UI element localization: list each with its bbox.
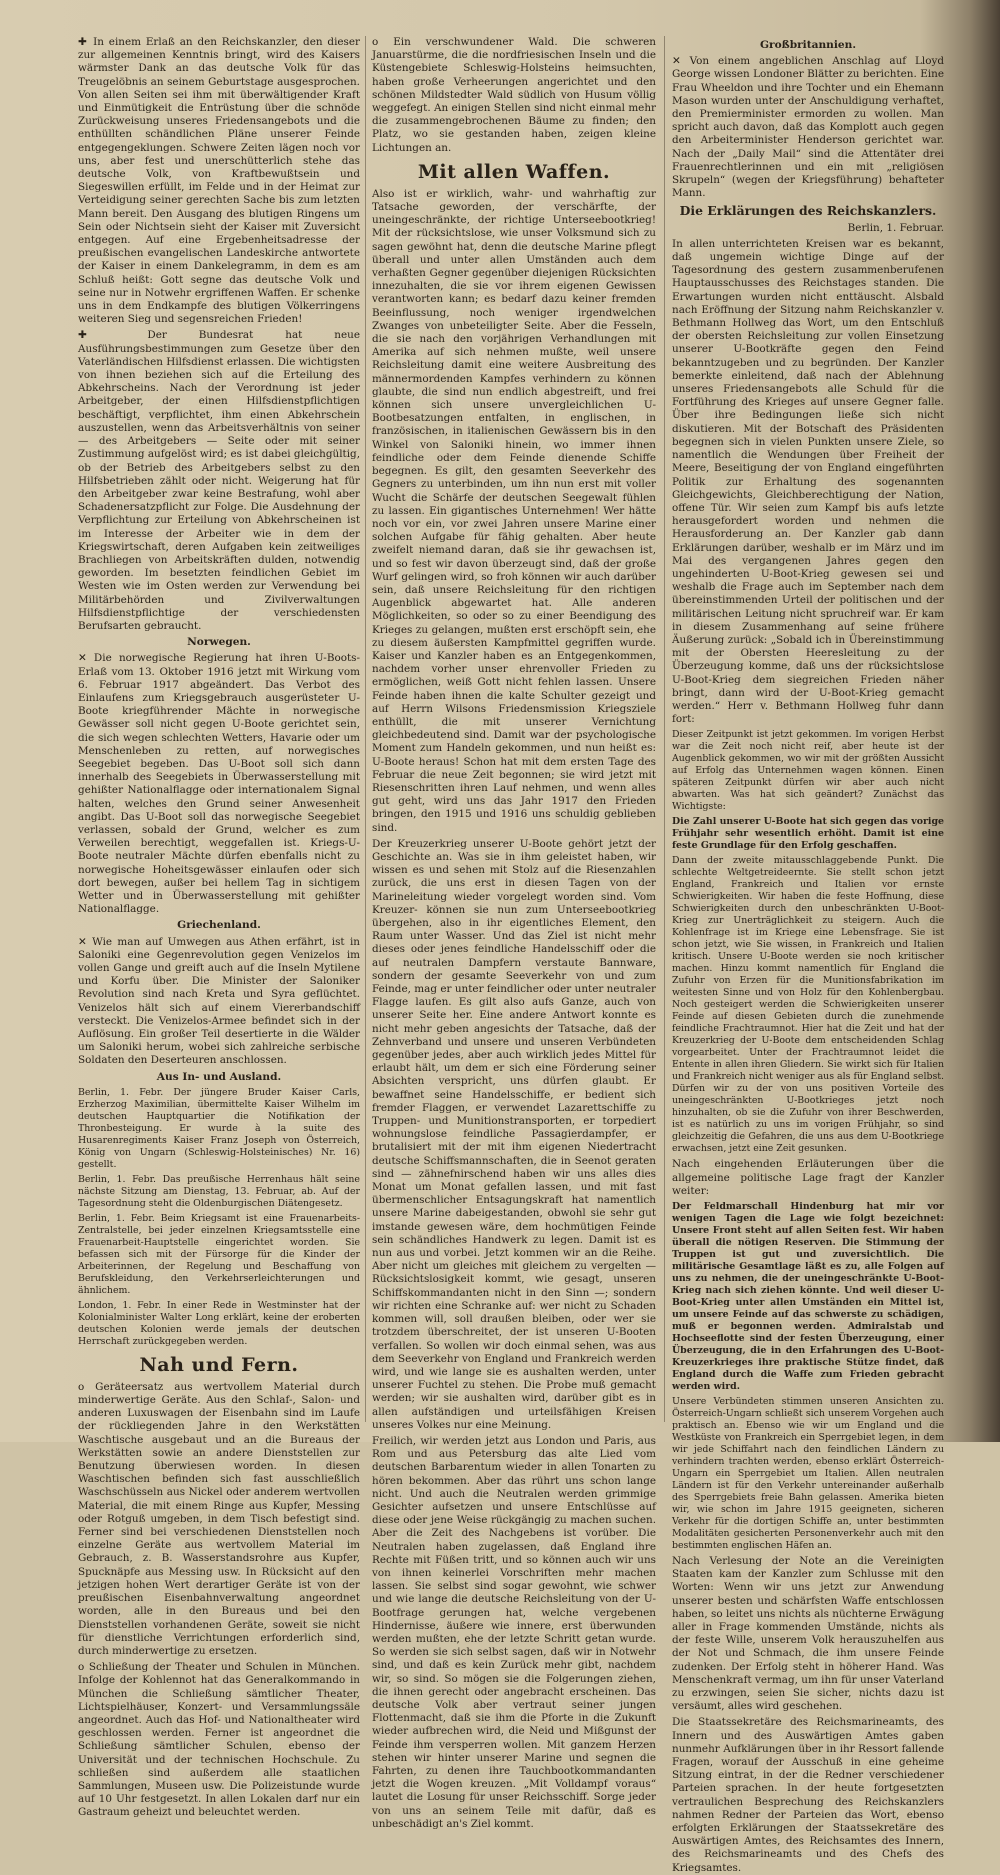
article-body: Nach Verlesung der Note an die Vereinigten Staaten kam der Kanzler zum Schlusse mit den Worten: Wenn wir uns jetzt zur Anwendung unserer besten und schärfsten Waffe entschlossen haben, so leitet uns nichts als nüchterne Erwägung aller in Frage kommenden Umstände, nichts als der feste Wille, unserem Volk herauszuhelfen aus der Not und Schmach, die ihm unsere Feinde zudenken. Der Erfolg steht in höherer Hand. Was Menschenkraft vermag, um ihn für unser Vaterland zu erzwingen, seien Sie sicher, nichts dazu ist versäumt, alles wird geschehen. [672,1554,944,1713]
article-quote: Dieser Zeitpunkt ist jetzt gekommen. Im vorigen Herbst war die Zeit noch nicht reif, aber heute ist der Augenblick gekommen, wo wir mit der größten Aussicht auf Erfolg das Unternehmen wagen können. Einen späteren Zeitpunkt dürfen wir aber auch nicht abwarten. Was hat sich geändert? Zunächst das Wichtigste: [672,729,944,813]
article-body: Nach eingehenden Erläuterungen über die allgemeine politische Lage fragt der Kanzler weiter: [672,1158,944,1197]
column-divider [365,36,366,1422]
section-heading-grossbritannien: Großbritannien. [759,39,857,51]
article-muenchen: o Schließung der Theater und Schulen in München. Infolge der Kohlennot hat das Generalkommando in München die Schließung sämtlicher Theater, Lichtspielhäuser, Konzert- und Versammlungssäle angeordnet. Auch das Hof- und Nationaltheater wird geschlossen werden. Ferner ist angeordnet die Schließung sämtlicher Schulen, ebenso der Universität und der technischen Hochschule. Zu schließen sind außerdem alle staatlichen Sammlungen, Museen usw. Die Polizeistunde wurde auf 10 Uhr festgesetzt. In allen Lokalen darf nur ein Gastraum geheizt und beleuchtet werden. [78,1661,360,1819]
news-item: London, 1. Febr. In einer Rede in Westminster hat der Kolonialminister Walter Long erklärt, keine der eroberten deutschen Kolonien werde jemals der deutschen Herrschaft zurückgegeben werden. [78,1299,360,1347]
article-griechenland: ✕ Wie man auf Umwegen aus Athen erfährt, ist in Saloniki eine Gegenrevolution gegen Venizelos im vollen Gange und greift auch auf die Inseln Mytilene und Korfu über. Die Minister der Saloniker Revolution sind nach Kreta und Syra geflüchtet. Venizelos hält sich auf einem Viererbandschiff versteckt. Die Venizelos-Armee befindet sich in der Auflösung. Ein großer Teil desertierte in die Wälder um Saloniki herum, wobei sich zahlreiche serbische Soldaten den Deserteuren anschlossen. [78,935,360,1067]
news-item: Berlin, 1. Febr. Der jüngere Bruder Kaiser Carls, Erzherzog Maximilian, übermittelte Kaiser Wilhelm im deutschen Hauptquartier die Notifikation der Thronbesteigung. Er wurde à la suite des Husarenregiments Kaiser Franz Joseph von Österreich, König von Ungarn (Schleswig-Holsteinisches) Nr. 16) gestellt. [78,1086,360,1170]
dateline: Berlin, 1. Februar. [847,221,944,234]
article-quote-bold: Der Feldmarschall Hindenburg hat mir vor wenigen Tagen die Lage wie folgt bezeichnet: Unsere Front steht auf allen Seiten fest. Wir haben überall die nötigen Reserven. Die Stimmung der Truppen ist gut und zuversichtlich. Die militärische Gesamtlage läßt es zu, alle Folgen auf uns zu nehmen, die der uneingeschränkte U-Boot-Krieg nach sich ziehen könnte. Und weil dieser U-Boot-Krieg unter allen Umständen ein Mittel ist, um unsere Feinde auf das schwerste zu schädigen, muß er begonnen werden. Admiralstab und Hochseeflotte sind der festen Überzeugung, einer Überzeugung, die in den Erfahrungen des U-Boot-Kreuzerkrieges ihre praktische Stütze findet, daß England durch die Waffe zum Frieden gebracht werden wird. [672,1200,944,1392]
article-kaiser-dank: ✚ In einem Erlaß an den Reichskanzler, den dieser zur allgemeinen Kenntnis bringt, wird des Kaisers wärmster Dank an das deutsche Volk für das Treugelöbnis an seinem Geburtstage ausgesprochen. Von allen Seiten sei ihm mit überwältigender Kraft und Einmütigkeit die Entrüstung über die schnöde Zurückweisung unseres Friedensangebots und die enthüllten schändlichen Pläne unserer Feinde entgegengeklungen. Schwere Zeiten lägen noch vor uns, aber fest und unerschütterlich stehe das deutsche Volk, von Kraftbewußtsein und Siegeswillen erfüllt, im Felde und in der Heimat zur Verteidigung seiner gerechten Sache bis zum letzten Mann bereit. Den Ausgang des blutigen Ringens um Sein oder Nichtsein sieht der Kaiser mit Zuversicht entgegen. Auf eine Ergebenheitsadresse der preußischen evangelischen Landeskirche antwortete der Kaiser in einem Dankelegramm, in dem es am Schluß heißt: Gott segne das deutsche Volk und seine nur in Notwehr ergriffenen Waffen. Er schenke uns in dem Endkampfe des blutigen Völkerringens weiteren Sieg und segensreichen Frieden! [78,36,360,326]
article-body: Freilich, wir werden jetzt aus London und Paris, aus Rom und aus Petersburg das alte Lied vom deutschen Barbarentum wieder in allen Tonarten zu hören bekommen. Aber das rührt uns schon lange nicht. Und auch die Neutralen werden grimmige Gesichter aufsetzen und unsere Entschlüsse auf diese oder jene Weise rückgängig zu machen suchen. Aber die Zeit des Nachgebens ist vorüber. Die Neutralen haben zugelassen, daß England ihre Rechte mit Füßen tritt, und so können auch wir uns von ihnen keinerlei Vorschriften mehr machen lassen. Sie selbst sind sogar gewohnt, wie schwer und wie lange die deutsche Reichsleitung von der U-Bootfrage gerungen hat, welche vergebenen Hindernisse, äußere wie innere, erst überwunden werden mußten, ehe der letzte Schritt getan wurde. So werden sie sich selbst sagen, daß wir in Notwehr sind, und daß es kein Zurück mehr gibt, nachdem wir, so sind. So mögen sie die Folgerungen ziehen, die ihnen gerecht oder angebracht erscheinen. Das deutsche Volk aber vertraut seiner jungen Flottenmacht, daß sie ihm die Pforte in die Zukunft wieder aufbrechen wird, die Neid und Mißgunst der Feinde ihm versperren wollen. Mit ganzem Herzen stehen wir hinter unserer Marine und segnen die Fahrten, zu denen ihre Tauchbootkommandanten jetzt die Wogen kreuzen. „Mit Volldampf voraus“ lautet die Losung für unser Reichsschiff. Sorge jeder von uns an seinem Teile mit dafür, daß es unbeschädigt an's Ziel kommt. [372,1434,656,1830]
article-quote: Dann der zweite mitausschlaggebende Punkt. Die schlechte Weltgetreideernte. Sie stellt schon jetzt England, Frankreich und Italien vor ernste Schwierigkeiten. Wir haben die feste Hoffnung, diese Schwierigkeiten durch den unbeschränkten U-Boot-Krieg zur Unerträglichkeit zu steigern. Auch die Kohlenfrage ist im Kriege eine Lebensfrage. Sie ist schon jetzt, wie Sie wissen, in Frankreich und Italien kritisch. Unsere U-Boote werden sie noch kritischer machen. Hinzu kommt namentlich für England die Zufuhr von Erzen für die Munitionsfabrikation im weitesten Sinne und von Holz für den Kohlenbergbau. Noch gesteigert werden die Schwierigkeiten unserer Feinde auf diesen Gebieten durch die zunehmende feindliche Frachtraumnot. Hier hat die Zeit und hat der Kreuzerkrieg der U-Boote dem entscheidenden Schlag vorgearbeitet. Unter der Frachtraumnot leidet die Entente in allen ihren Gliedern. Sie wirkt sich für Italien und Frankreich nicht weniger aus als für England selbst. Dürfen wir zu der von uns positiven Vorteile des uneingeschränkten U-Bootkrieges jetzt noch hinzuhalten, ob sie die Zufuhr von ihrer Beschwerden, ist es natürlich zu uns im vorigen Frühjahr, so sind gleichzeitig die Gefahren, die uns aus dem U-Bootkriege erwachsen, jetzt eine Zeit gesunken. [672,855,944,1155]
headline-erklaerungen: Die Erklärungen des Reichskanzlers. [679,203,937,219]
article-bundesrat-hilfsdienst: ✚ Der Bundesrat hat neue Ausführungsbestimmungen zum Gesetze über den Vaterländischen Hilfsdienst erlassen. Die wichtigsten von ihnen beziehen sich auf die Erteilung des Abkehrscheins. Nach der Verordnung ist jeder Arbeitgeber, der einen Hilfsdienstpflichtigen beschäftigt, verpflichtet, ihm einen Abkehrschein auszustellen, wenn das Arbeitsverhältnis von seiner — des Arbeitgebers — Seite oder mit seiner Zustimmung aufgelöst wird; es ist dabei gleichgültig, ob der Betrieb des Arbeitgebers selbst zu den Hilfsbetrieben zählt oder nicht. Weigerung hat für den Arbeitgeber zwar keine Bestrafung, wohl aber Schadenersatzpflicht zur Folge. Die Ausdehnung der Verpflichtung zur Erteilung von Abkehrscheinen ist im Interesse der Arbeiter wie in dem der Kriegswirtschaft, deren Aufgaben kein zeitweiliges Brachliegen von Arbeitskräften dulden, notwendig geworden. Im besetzten feindlichen Gebiet im Westen wie im Osten werden zur Verwendung bei Militärbehörden und Zivilverwaltungen Hilfsdienstpflichtige der verschiedensten Berufsarten gebraucht. [78,329,360,632]
section-heading-in-ausland: Aus In- und Ausland. [156,1070,282,1083]
article-body: In allen unterrichteten Kreisen war es bekannt, daß ungemein wichtige Dinge auf der Tagesordnung des gestern zusammenberufenen Hauptausschusses des Reichstages standen. Die Erwartungen wurden nicht enttäuscht. Alsbald nach Eröffnung der Sitzung nahm Reichskanzler v. Bethmann Hollweg das Wort, um den Entschluß der obersten Reichsleitung zur vollen Einsetzung unserer U-Bootkräfte gegen den Feind bekanntzugeben und zu begründen. Der Kanzler bemerkte einleitend, daß nach der Ablehnung unseres Friedensangebots alle Schuld für die Fortführung des Krieges auf unsere Gegner falle. Über ihre Bedingungen ließe sich nicht diskutieren. Mit der Botschaft des Präsidenten begegnen sich in vielen Punkten unsere Ziele, so namentlich die Wendungen über Freiheit der Meere, Beseitigung der von England eingeführten Politik zur Erhaltung des sogenannten Gleichgewichts, Gleichberechtigung der Nation, offene Tür. Wir seien zum Kampf bis aufs letzte herausgefordert worden und nehmen die Herausforderung an. Der Kanzler gab dann Erklärungen darüber, weshalb er im März und im Mai des vergangenen Jahres gegen den ungehinderten U-Boot-Krieg gewesen sei und weshalb die Frage auch im September nach dem übereinstimmenden Urteil der politischen und der militärischen Leitung nicht spruchreif war. Er kam in diesem Zusammenhang auf seine frühere Äußerung zurück: „Sobald ich in Übereinstimmung mit der Obersten Heeresleitung zu der Überzeugung komme, daß uns der rücksichtslose U-Boot-Krieg dem siegreichen Frieden näher bringt, dann wird der U-Boot-Krieg gemacht werden.“ Herr v. Bethmann Hollweg fuhr dann fort: [672,237,944,726]
news-item: Berlin, 1. Febr. Beim Kriegsamt ist eine Frauenarbeits-Zentralstelle, bei jeder einzelnen Kriegsamtsstelle eine Frauenarbeit-Hauptstelle eingerichtet worden. Sie befassen sich mit der Fürsorge für die Kinder der Arbeiterinnen, der Regelung und Beschaffung von Berufskleidung, den Verkehrserleichterungen und ähnlichem. [78,1212,360,1296]
column-divider [664,36,665,1422]
section-heading-norwegen: Norwegen. [187,636,251,649]
section-heading-nah-fern: Nah und Fern. [139,1353,299,1376]
column-right [672,36,944,1874]
section-heading-griechenland: Griechenland. [177,919,261,932]
article-body: Der Kreuzerkrieg unserer U-Boote gehört jetzt der Geschichte an. Was sie in ihm geleistet haben, wir wissen es und sehen mit Stolz auf die Riesenzahlen zurück, die uns erst in diesen Tagen von der Marineleitung wieder vorgelegt worden sind. Vom Kreuzer- können sie nun zum Unterseebootkrieg übergehen, also in ihr eigentliches Element, den Raum unter Wasser. Und das Ziel ist nicht mehr dieses oder jenes feindliche Handelsschiff oder die auf neutralen Dampfern verstaute Bannware, sondern der gesamte Seeverkehr von und zum Feinde, mag er unter feindlicher oder unter neutraler Flagge laufen. Es gilt also aufs Ganze, auch von unserer Seite her. Eine andere Antwort konnte es nicht mehr geben angesichts der Tatsache, daß der Zehnverband und unsere und unseren Verbündeten gegenüber jedes, aber auch wirklich jedes Mittel für erlaubt hält, um dem er sich eine Förderung seiner Absichten verspricht, uns dürfen glaubt. Er bewaffnet seine Handelsschiffe, er bedient sich fremder Flaggen, er verwendet Lazarettschiffe zu Truppen- und Munitionstransporten, er torpediert wohnungslose feindliche Passagierdampfer, er brutalisiert mit der mit ihm eigenen Niedertracht deutsche Schiffsmannschaften, die in Seenot geraten sind — zähnefnirschend haben wir uns alles dies Monat um Monat gefallen lassen, und mit fast übermenschlicher Entsagungskraft hat namentlich unsere Marine dabeigestanden, obwohl sie sehr gut imstande gewesen wäre, dem hochmütigen Feinde sein schändliches Handwerk zu legen. Damit ist es nun aus und vorbei. Jetzt kommen wir an die Reihe. Aber nicht um gleiches mit gleichem zu vergelten — Rücksichtslosigkeit kommt, wie gesagt, unseren Schiffskommandanten nicht in den Sinn —; sondern wir richten eine Schranke auf: wer nicht zu Schaden kommen will, soll draußen bleiben, oder wer sie trotzdem überschreitet, der ist unseren U-Booten verfallen. So wollen wir doch einmal sehen, was aus dem Seeverkehr von England und Frankreich werden wird, und wie lange sie es aushalten werden, unter unserer Fuchtel zu stehen. Die Probe muß gemacht werden; wir sie aushalten wird, darüber gibt es in allen aufständigen und urteilsfähigen Kreisen unseres Volkes nur eine Meinung. [372,837,656,1431]
column-middle [372,36,656,1830]
article-quote-bold: Die Zahl unserer U-Boote hat sich gegen das vorige Frühjahr sehr wesentlich erhöht. Damit ist eine feste Grundlage für den Erfolg geschaffen. [672,816,944,852]
article-norwegen: ✕ Die norwegische Regierung hat ihren U-Boots-Erlaß vom 13. Oktober 1916 jetzt mit Wirkung vom 6. Februar 1917 abgeändert. Das Verbot des Einlaufens zum Kriegsgebrauch ausgerüsteter U-Boote kriegführender Mächte in norwegische Gewässer soll nicht gegen U-Boote gerichtet sein, die sich wegen schlechten Wetters, Havarie oder um Menschenleben zu retten, auf norwegisches Seegebiet begeben. Das U-Boot soll sich dann innerhalb des Seegebiets in Überwasserstellung mit gehißter Nationalflagge oder internationalem Signal halten, welches den Grund seiner Anwesenheit angibt. Das U-Boot soll das norwegische Seegebiet verlassen, sobald der Grund, welcher es zum Verweilen berechtigt, weggefallen ist. Kriegs-U-Boote neutraler Mächte dürfen ebenfalls nicht zu norwegische Hoheitsgewässer einlaufen oder sich dort bewegen, außer bei hellem Tag in sichtigem Wetter und in Überwasserstellung mit gehißter Nationalflagge. [78,652,360,916]
article-body: Die Staatssekretäre des Reichsmarineamts, des Innern und des Auswärtigen Amtes gaben nunmehr Aufklärungen über in ihr Ressort fallende Fragen, worauf der Ausschuß in eine geheime Sitzung eintrat, in der die Redner verschiedener Parteien sprachen. In der heute fortgesetzten vertraulichen Besprechung des Reichskanzlers nahmen Redner der Parteien das Wort, ebenso erfolgten Erklärungen der Staatssekretäre des Auswärtigen Amtes, des Reichsamtes des Innern, des Reichsmarineamts und des Chefs des Kriegsamtes. [672,1716,944,1874]
column-left [78,36,360,1819]
article-anschlag: ✕ Von einem angeblichen Anschlag auf Lloyd George wissen Londoner Blätter zu berichten. Eine Frau Wheeldon und ihre Tochter und ein Ehemann Mason wurden unter der Anschuldigung verhaftet, den Premierminister ermorden zu wollen. Man spricht auch davon, daß das Komplott auch gegen den Arbeiterminister Henderson gerichtet war. Nach der „Daily Mail“ sind die Attentäter drei Frauenrechtlerinnen und ein mit „religiösen Skrupeln“ (wegen der Kriegsführung) behafteter Mann. [672,55,944,200]
headline-mit-allen-waffen: Mit allen Waffen. [417,160,611,183]
article-geraeteersatz: o Geräteersatz aus wertvollem Material durch minderwertige Geräte. Aus den Schlaf-, Salon- und anderen Luxuswagen der Eisenbahn sind im Laufe der rückliegenden Jahre in den Werkstätten Waschtische ausgebaut und an die Bureaus der Werkstätten sowie an andere Dienststellen zur Benutzung überwiesen worden. In diesen Waschtischen befinden sich fast ausschließlich Waschschüsseln aus Nickel oder anderem wertvollen Material, die mit einem Ringe aus Kupfer, Messing oder Rotguß umgeben, in dem Tisch befestigt sind. Ferner sind bei verschiedenen Dienststellen noch einzelne Geräte aus wertvollem Material im Gebrauch, z. B. Wasserstandsrohre aus Kupfer, Spucknäpfe aus Messing usw. In Rücksicht auf den jetzigen hohen Wert derartiger Geräte ist von der preußischen Eisenbahnverwaltung angeordnet worden, alle in den Bureaus und bei den Dienststellen vorhandenen Geräte, soweit sie nicht für dienstliche Verrichtungen erforderlich sind, durch minderwertige zu ersetzen. [78,1380,360,1657]
article-verschwundener-wald: o Ein verschwundener Wald. Die schweren Januarstürme, die die nordfriesischen Inseln und die Küstengebiete Schleswig-Holsteins heimsuchten, haben große Verheerungen angerichtet und den schönen Mildstedter Wald südlich von Husum völlig weggefegt. An einigen Stellen sind nicht einmal mehr die zusammengebrochenen Bäume zu finden; den Platz, wo sie gestanden haben, zeigen kleine Lichtungen an. [372,36,656,154]
news-item: Berlin, 1. Febr. Das preußische Herrenhaus hält seine nächste Sitzung am Dienstag, 13. Februar, ab. Auf der Tagesordnung steht die Oldenburgischen Diätengesetz. [78,1173,360,1209]
article-body: Also ist er wirklich, wahr- und wahrhaftig zur Tatsache geworden, der verschärfte, der uneingeschränkte, der richtige Unterseebootkrieg! Mit der rücksichtslose, wie unser Volksmund sich zu sagen gewöhnt hat, denn die deutsche Marine pflegt überall und unter allen Umständen auch dem verhaßten Gegner gegenüber diejenigen Rücksichten innezuhalten, die sie vor ihrem eigenen Gewissen verantworten kann; es bedarf dazu keiner fremden Beeinflussung, noch weniger irgendwelchen Zwanges von unbeteiligter Seite. Aber die Fesseln, die sie nach den vorjährigen Verhandlungen mit Amerika auf sich nehmen mußte, weil unsere Reichsleitung damit eine weitere Ausbreitung des männermordenden Kampfes verhindern zu können glaubte, die sind nun endlich abgestreift, und frei können sich unsere unvergleichlichen U-Bootbesatzungen entfalten, in englischen, in französischen, in italienischen Gewässern bis in den Winkel von Saloniki hinein, wo immer ihnen feindliche oder dem Feinde dienende Schiffe begegnen. Es gilt, den gesamten Seeverkehr des Gegners zu unterbinden, um ihn nun erst mit voller Wucht die Schärfe der deutschen Seegewalt fühlen zu lassen. Ein gigantisches Unternehmen! Wer hätte noch vor ein, vor zwei Jahren unsere Marine einer solchen Aufgabe für fähig gehalten. Aber heute zweifelt niemand daran, daß sie ihr gewachsen ist, und so fest wir davon überzeugt sind, daß der große Wurf gelingen wird, so froh können wir auch darüber sein, daß unsere Reichsleitung für den richtigen Augenblick abgewartet hat. Alle anderen Möglichkeiten, so oder so zu einer Beendigung des Krieges zu gelangen, mußten erst erschöpft sein, ehe zu diesem äußersten Kampfmittel gegriffen wurde. Kaiser und Kanzler haben es an Entgegenkommen, nachdem vorher unser ehrenvoller Frieden zu ermöglichen, weiß Gott nicht fehlen lassen. Unsere Feinde haben ihnen die kalte Schulter gezeigt und auf Herrn Wilsons Friedensmission Kriegsziele enthüllt, die mit unserer Vernichtung gleichbedeutend sind. Damit war der psychologische Moment zum Handeln gekommen, und nun heißt es: U-Boote heraus! Schon hat mit dem ersten Tage des Februar die neue Zeit begonnen; sie wird jetzt mit Riesenschritten ihren Lauf nehmen, und wenn alles gut geht, wird uns das Jahr 1917 den Frieden bringen, den 1915 und 1916 uns schuldig geblieben sind. [372,187,656,834]
article-quote: Unsere Verbündeten stimmen unseren Ansichten zu. Österreich-Ungarn schließt sich unserem Vorgehen auch praktisch an. Ebenso wie wir um England und die Westküste von Frankreich ein Sperrgebiet legen, in dem wir jede Schiffahrt nach den feindlichen Ländern zu verhindern trachten werden, ebenso erklärt Österreich-Ungarn ein Sperrgebiet um Italien. Allen neutralen Ländern ist für den Verkehr untereinander außerhalb des Sperrgebiets freie Bahn gelassen. Amerika bieten wir, wie schon im Jahre 1915 geeigneten, sicheren Verkehr für die dortigen Schiffe an, unter bestimmten Modalitäten gesicherten Personenverkehr auch mit den bestimmten englischen Häfen an. [672,1395,944,1551]
